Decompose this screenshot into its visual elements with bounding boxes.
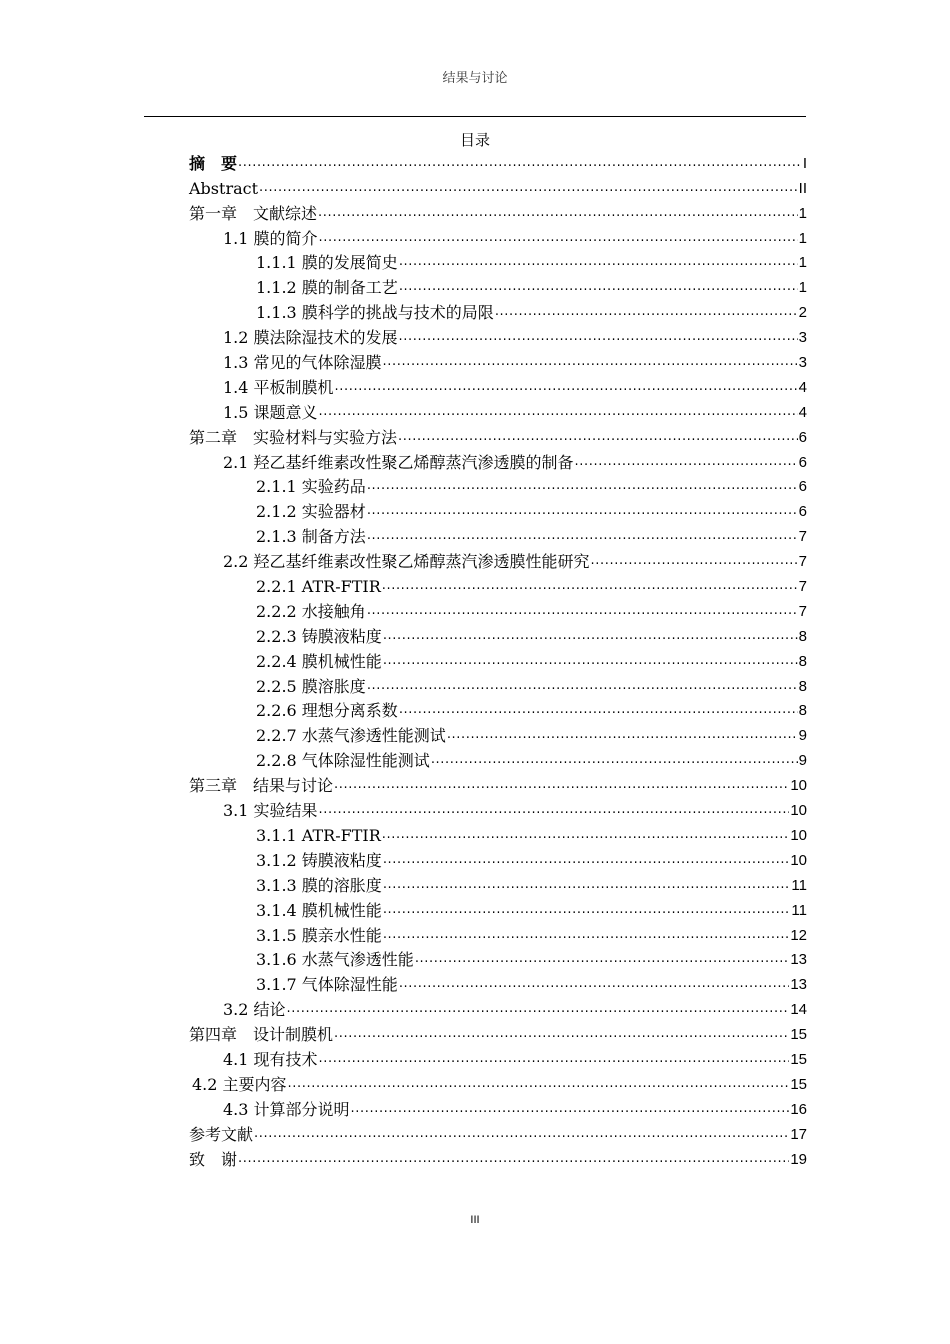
toc-leader-dots — [383, 925, 790, 947]
page-number: III — [470, 1214, 480, 1226]
toc-entry[interactable] — [189, 200, 807, 225]
toc-entry-page: 11 — [791, 876, 807, 894]
toc-entry[interactable] — [189, 349, 807, 374]
toc-entry-label: 摘 要 — [189, 153, 238, 173]
toc-entry-page: 6 — [798, 503, 807, 521]
toc-entry-label: 3.1.4 膜机械性能 — [256, 900, 382, 920]
toc-leader-dots — [383, 850, 790, 872]
toc-entry-label: 3.1.1 ATR-FTIR — [256, 825, 381, 845]
toc-entry-page: 8 — [798, 677, 807, 695]
toc-leader-dots — [318, 203, 798, 225]
toc-entry-page: 9 — [798, 727, 807, 745]
toc-leader-dots — [447, 725, 798, 747]
toc-entry-page: 1 — [798, 279, 807, 297]
toc-entry-page: 2 — [798, 304, 807, 322]
toc-leader-dots — [575, 452, 798, 474]
toc-entry-page: 1 — [798, 204, 807, 222]
toc-entry[interactable] — [189, 548, 807, 573]
toc-entry-label: 2.2.7 水蒸气渗透性能测试 — [256, 726, 446, 746]
toc-entry[interactable] — [189, 897, 807, 922]
toc-leader-dots — [591, 551, 798, 573]
toc-entry-page: 1 — [798, 254, 807, 272]
toc-entry-label: 1.1.1 膜的发展简史 — [256, 253, 398, 273]
toc-entry-page: 13 — [790, 976, 807, 994]
toc-entry[interactable] — [189, 623, 807, 648]
toc-entry-page: 19 — [790, 1150, 807, 1168]
toc-leader-dots — [367, 476, 798, 498]
toc-entry-page: 13 — [790, 951, 807, 969]
toc-entry[interactable] — [189, 1096, 807, 1121]
toc-entry[interactable] — [189, 274, 807, 299]
toc-entry-page: 11 — [791, 901, 807, 919]
toc-entry-page: 3 — [798, 329, 807, 347]
toc-leader-dots — [367, 526, 798, 548]
toc-entry-label: 3.1.2 铸膜液粘度 — [256, 850, 382, 870]
toc-entry-page: 12 — [790, 926, 807, 944]
toc-entry-page: 7 — [798, 528, 807, 546]
toc-entry-page: 3 — [798, 354, 807, 372]
toc-entry-label: 3.1.3 膜的溶胀度 — [256, 875, 382, 895]
toc-entry[interactable] — [189, 1046, 807, 1071]
toc-entry[interactable] — [189, 374, 807, 399]
toc-entry-label: 第三章 结果与讨论 — [189, 776, 334, 796]
toc-entry-label: 第四章 设计制膜机 — [189, 1025, 334, 1045]
toc-entry-label: 参考文献 — [189, 1124, 254, 1144]
toc-entry[interactable] — [189, 947, 807, 972]
toc-entry[interactable] — [189, 1071, 807, 1096]
toc-entry[interactable] — [189, 971, 807, 996]
toc-entry-page: 10 — [790, 777, 807, 795]
toc-entry[interactable] — [189, 847, 807, 872]
toc-title: 目录 — [459, 131, 490, 149]
toc-entry-page: 8 — [798, 652, 807, 670]
toc-entry-label: 2.2 羟乙基纤维素改性聚乙烯醇蒸汽渗透膜性能研究 — [223, 552, 590, 572]
toc-leader-dots — [399, 700, 798, 722]
toc-leader-dots — [399, 252, 798, 274]
toc-entry-label: 2.1.2 实验器材 — [256, 502, 366, 522]
toc-entry[interactable] — [189, 498, 807, 523]
toc-leader-dots — [399, 277, 798, 299]
toc-leader-dots — [399, 327, 798, 349]
toc-entry-label: 4.1 现有技术 — [223, 1049, 318, 1069]
toc-entry-label: 1.5 课题意义 — [223, 402, 318, 422]
toc-entry-page: 17 — [790, 1125, 807, 1143]
toc-entry[interactable] — [189, 523, 807, 548]
toc-leader-dots — [319, 402, 798, 424]
toc-entry[interactable] — [189, 648, 807, 673]
toc-leader-dots — [383, 875, 791, 897]
toc-entry-page: 4 — [798, 403, 807, 421]
toc-entry-label: 3.2 结论 — [223, 1000, 286, 1020]
toc-entry[interactable] — [189, 1146, 807, 1171]
toc-entry-label: 1.1 膜的简介 — [223, 228, 318, 248]
toc-leader-dots — [431, 750, 798, 772]
toc-entry-page: 8 — [798, 702, 807, 720]
toc-leader-dots — [383, 900, 791, 922]
toc-entry-page: 14 — [790, 1001, 807, 1019]
toc-entry-label: 1.1.3 膜科学的挑战与技术的局限 — [256, 303, 494, 323]
toc-entry-page: 9 — [798, 752, 807, 770]
toc-entry-label: 1.1.2 膜的制备工艺 — [256, 278, 398, 298]
toc-entry[interactable] — [189, 772, 807, 797]
toc-entry-label: 2.2.8 气体除湿性能测试 — [256, 751, 430, 771]
toc-entry-label: 1.4 平板制膜机 — [223, 377, 334, 397]
toc-entry-page: 10 — [790, 851, 807, 869]
toc-entry-label: 致 谢 — [189, 1149, 238, 1169]
toc-leader-dots — [288, 1074, 790, 1096]
toc-leader-dots — [319, 228, 798, 250]
toc-entry-label: 4.3 计算部分说明 — [223, 1099, 350, 1119]
toc-entry-page: 7 — [798, 578, 807, 596]
toc-leader-dots — [495, 302, 798, 324]
toc-entry[interactable] — [189, 872, 807, 897]
toc-entry-label: 1.2 膜法除湿技术的发展 — [223, 328, 398, 348]
toc-entry-label: 第一章 文献综述 — [189, 203, 318, 223]
toc-leader-dots — [319, 800, 790, 822]
toc-entry[interactable] — [189, 673, 807, 698]
toc-leader-dots — [334, 1024, 789, 1046]
toc-entry-page: II — [798, 179, 807, 197]
toc-entry[interactable] — [189, 822, 807, 847]
toc-entry-label: 2.1.1 实验药品 — [256, 477, 366, 497]
toc-entry[interactable] — [189, 474, 807, 499]
toc-entry-label: 2.1.3 制备方法 — [256, 527, 366, 547]
toc-entry-label: 2.2.6 理想分离系数 — [256, 701, 398, 721]
toc-entry-page: 15 — [790, 1075, 807, 1093]
toc-leader-dots — [367, 601, 798, 623]
toc-entry[interactable] — [189, 922, 807, 947]
toc-entry[interactable] — [189, 424, 807, 449]
page-header: 结果与讨论 — [442, 71, 508, 86]
toc-leader-dots — [259, 178, 798, 200]
toc-entry[interactable] — [189, 598, 807, 623]
toc-entry-page: 1 — [798, 229, 807, 247]
toc-entry-label: 3.1.6 水蒸气渗透性能 — [256, 950, 414, 970]
toc-entry-label: 3.1.5 膜亲水性能 — [256, 925, 382, 945]
toc-entry-page: 10 — [790, 826, 807, 844]
toc-entry-page: 7 — [798, 553, 807, 571]
toc-leader-dots — [399, 974, 790, 996]
toc-entry-label: 2.2.4 膜机械性能 — [256, 651, 382, 671]
toc-entry-label: 3.1.7 气体除湿性能 — [256, 975, 398, 995]
toc-leader-dots — [383, 352, 798, 374]
toc-entry-page: 15 — [790, 1026, 807, 1044]
toc-leader-dots — [351, 1099, 790, 1121]
toc-leader-dots — [254, 1124, 789, 1146]
table-of-contents — [189, 150, 807, 1171]
toc-leader-dots — [367, 501, 798, 523]
toc-entry[interactable] — [189, 1021, 807, 1046]
toc-entry[interactable] — [189, 324, 807, 349]
toc-leader-dots — [238, 1149, 789, 1171]
toc-entry-label: 4.2 主要内容 — [192, 1074, 287, 1094]
toc-entry[interactable] — [189, 747, 807, 772]
toc-entry-label: 3.1 实验结果 — [223, 801, 318, 821]
toc-entry-page: 15 — [790, 1050, 807, 1068]
toc-entry[interactable] — [189, 150, 807, 175]
toc-leader-dots — [319, 1049, 790, 1071]
toc-leader-dots — [335, 377, 798, 399]
toc-entry[interactable] — [189, 250, 807, 275]
toc-leader-dots — [383, 626, 798, 648]
toc-entry[interactable] — [189, 996, 807, 1021]
toc-entry-page: 10 — [790, 802, 807, 820]
toc-leader-dots — [383, 651, 798, 673]
toc-entry-label: 1.3 常见的气体除湿膜 — [223, 353, 382, 373]
toc-leader-dots — [382, 825, 790, 847]
toc-entry-page: 8 — [798, 627, 807, 645]
toc-entry-label: 2.2.2 水接触角 — [256, 601, 366, 621]
toc-entry-page: 6 — [798, 428, 807, 446]
toc-leader-dots — [382, 576, 798, 598]
toc-entry[interactable] — [189, 449, 807, 474]
toc-entry-label: 第二章 实验材料与实验方法 — [189, 427, 398, 447]
toc-entry[interactable] — [189, 175, 807, 200]
toc-entry[interactable] — [189, 722, 807, 747]
toc-entry-page: I — [802, 154, 807, 172]
toc-entry[interactable] — [189, 698, 807, 723]
toc-leader-dots — [334, 775, 789, 797]
toc-entry[interactable] — [189, 1121, 807, 1146]
toc-entry-label: Abstract — [189, 178, 259, 198]
toc-entry[interactable] — [189, 299, 807, 324]
toc-entry[interactable] — [189, 399, 807, 424]
toc-leader-dots — [415, 949, 790, 971]
toc-entry-page: 7 — [798, 602, 807, 620]
toc-entry-label: 2.1 羟乙基纤维素改性聚乙烯醇蒸汽渗透膜的制备 — [223, 452, 574, 472]
toc-entry-page: 6 — [798, 478, 807, 496]
toc-leader-dots — [287, 999, 790, 1021]
toc-entry-label: 2.2.3 铸膜液粘度 — [256, 626, 382, 646]
toc-entry-label: 2.2.5 膜溶胀度 — [256, 676, 366, 696]
toc-leader-dots — [238, 153, 802, 175]
toc-entry-page: 16 — [790, 1100, 807, 1118]
toc-entry[interactable] — [189, 797, 807, 822]
toc-entry-label: 2.2.1 ATR-FTIR — [256, 577, 381, 597]
toc-leader-dots — [367, 676, 798, 698]
toc-entry[interactable] — [189, 225, 807, 250]
header-rule — [144, 116, 806, 117]
toc-entry-page: 4 — [798, 378, 807, 396]
toc-entry-page: 6 — [798, 453, 807, 471]
toc-leader-dots — [398, 427, 798, 449]
toc-entry[interactable] — [189, 573, 807, 598]
